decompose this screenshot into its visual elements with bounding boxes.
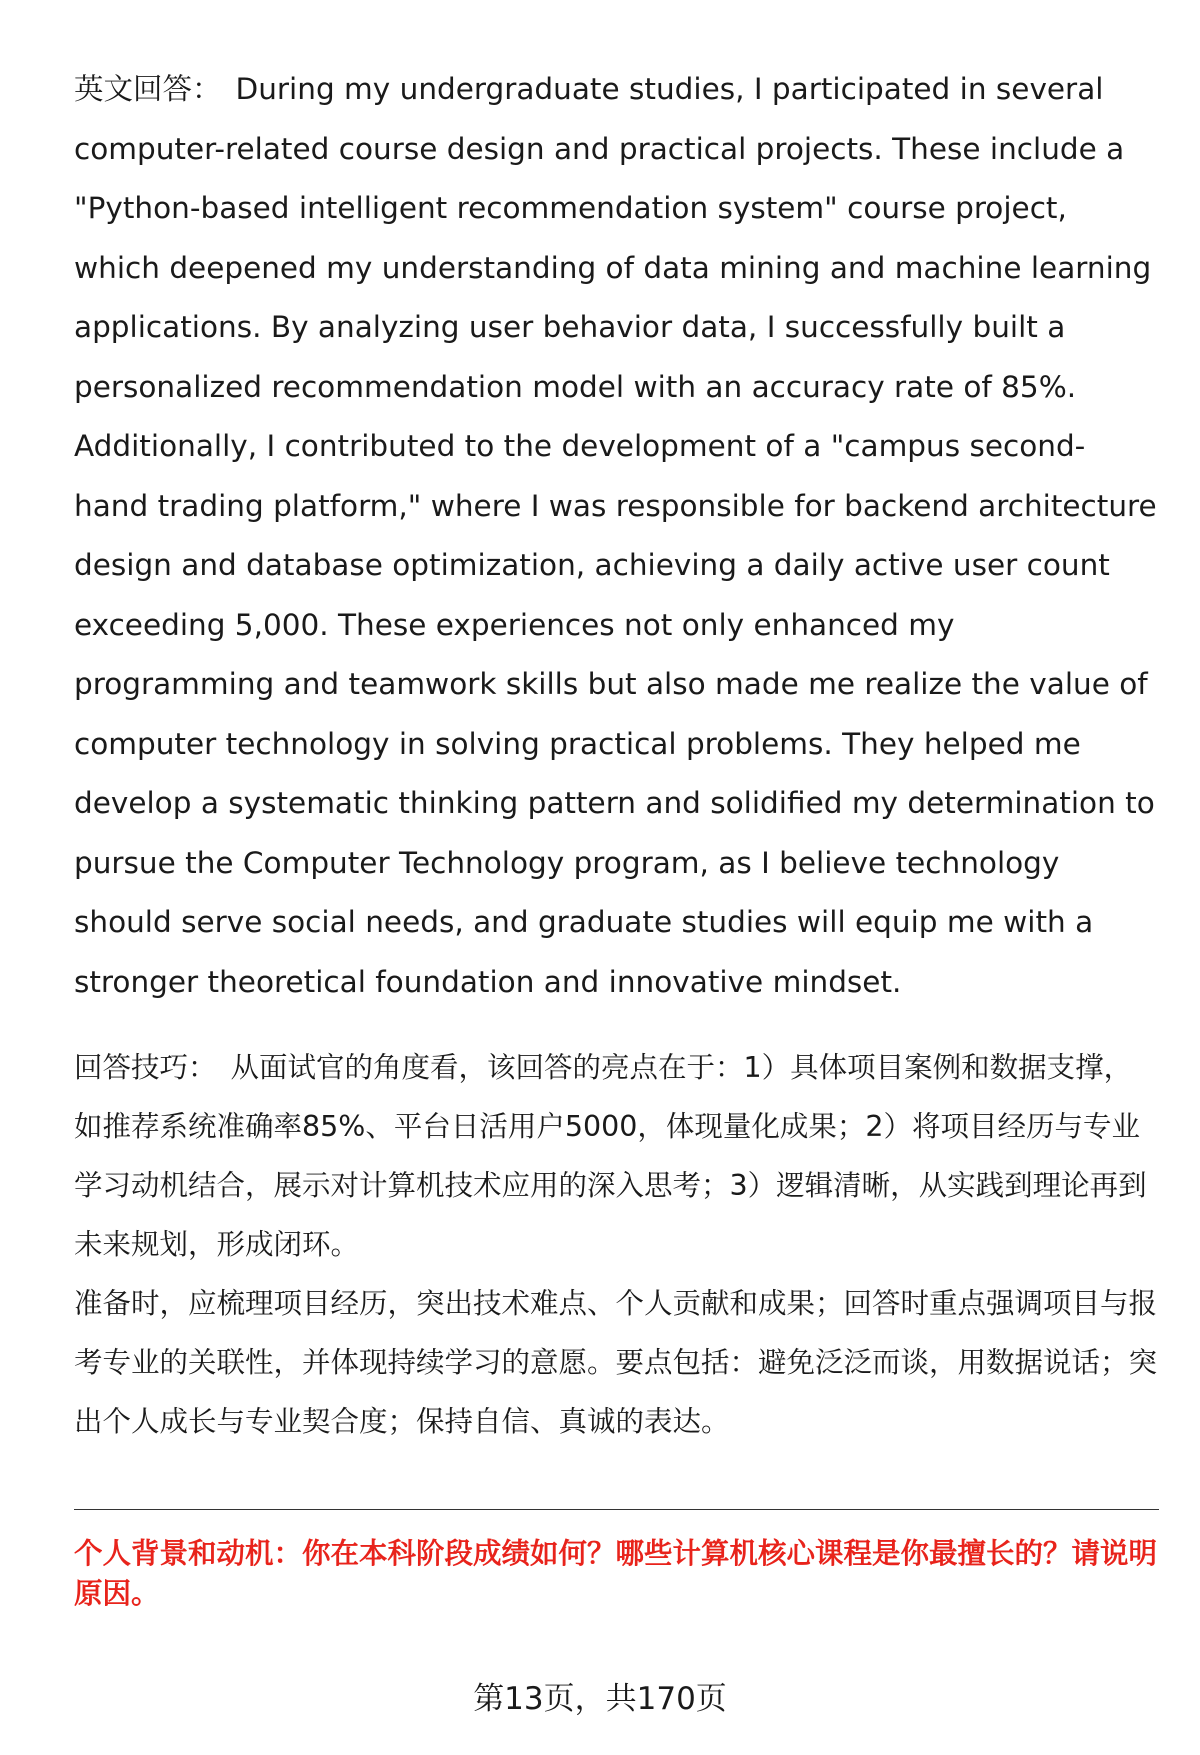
english-answer-text: During my undergraduate studies, I participated in several computer-related course design and practical projects. These include a "Python-based intelligent recommendation system" course project, which deepened my understanding of data mining and machine learning applications. By analyzing user behavior data, I successfully built a personalized recommendation model with an accuracy rate of 85%. Additionally, I contributed to the development of a "campus second-hand trading platform," where I was responsible for backend architecture design and database optimization, achieving a daily active user count exceeding 5,000. These experiences not only enhanced my programming and teamwork skills but also made me realize the value of computer technology in solving practical problems. They helped me develop a systematic thinking pattern and solidified my determination to pursue the Computer Technology program, as I believe technology should serve social needs, and graduate studies will equip me with a stronger theoretical foundation and innovative mindset. — [74, 72, 1157, 999]
next-question-heading: 个人背景和动机：你在本科阶段成绩如何？哪些计算机核心课程是你最擅长的？请说明原因。 — [74, 1537, 1158, 1610]
preparation-paragraph: 准备时，应梳理项目经历，突出技术难点、个人贡献和成果；回答时重点强调项目与报考专业的关联性，并体现持续学习的意愿。要点包括：避免泛泛而谈，用数据说话；突出个人成长与专业契合度；保持自信、真诚的表达。 — [74, 1287, 1158, 1438]
document-body — [74, 60, 1159, 1451]
answer-tips-label: 回答技巧： — [74, 1051, 217, 1084]
section-divider — [74, 1509, 1159, 1510]
english-answer-label: 英文回答： — [74, 72, 222, 106]
answer-tips-paragraph — [74, 1038, 1159, 1274]
page-number: 第13页，共170页 — [473, 1681, 727, 1717]
answer-tips-text: 从面试官的角度看，该回答的亮点在于：1）具体项目案例和数据支撑，如推荐系统准确率85%、平台日活用户5000，体现量化成果；2）将项目经历与专业学习动机结合，展示对计算机技术应用的深入思考；3）逻辑清晰，从实践到理论再到未来规划，形成闭环。 — [74, 1051, 1147, 1261]
english-answer-paragraph — [74, 60, 1159, 1012]
